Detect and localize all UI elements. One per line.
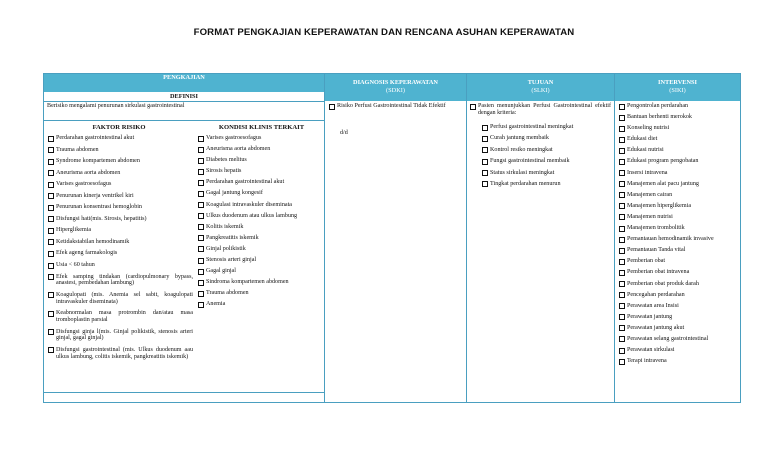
list-item-text: Penurunan kinerja ventrikel kiri	[56, 192, 134, 199]
list-item	[482, 124, 612, 131]
list-item	[48, 181, 193, 188]
list-item-text: Status sirkulasi meningkat	[490, 169, 555, 176]
header-pengkajian-label: PENGKAJIAN	[163, 74, 205, 81]
list-item	[198, 168, 322, 175]
list-item-text: Pengontrolan perdarahan	[627, 103, 689, 109]
list-item	[619, 181, 740, 188]
checkbox-icon[interactable]	[470, 104, 476, 110]
checkbox-icon[interactable]	[482, 170, 488, 176]
list-item-text: Efek ageng farmakologis	[56, 250, 118, 257]
list-item-text: Pemantauan hemodinamik invasive	[627, 236, 714, 243]
list-item-text: Disfungsi gastrointestinal (mis. Ulkus duodenum aau ulkus lambung, colitis iskemik, pangkreatitis iskemik)	[56, 346, 193, 360]
list-item	[619, 325, 740, 332]
list-item	[48, 262, 193, 269]
list-item-text: Tingkat perdarahan menurun	[490, 180, 561, 187]
checkbox-icon[interactable]	[619, 314, 625, 320]
list-item	[48, 216, 193, 223]
list-item-text: Efek samping tindakan (cardiopulmonary bypass, anastesi, pembedahan lambung)	[56, 273, 193, 287]
header-definisi: DEFINISI	[44, 92, 324, 101]
header-diagnosis	[325, 74, 466, 101]
checkbox-icon[interactable]	[48, 347, 54, 353]
list-item	[198, 179, 322, 186]
checkbox-icon[interactable]	[482, 136, 488, 142]
list-item	[482, 181, 612, 188]
list-item-text: Perdarahan gastrointestinal akut	[206, 179, 285, 186]
list-item	[619, 103, 740, 110]
list-item	[482, 158, 612, 165]
list-item-text: Fungsi gastrointestinal membaik	[490, 158, 570, 165]
list-item-text: Aneurisma aorta abdomen	[56, 169, 121, 176]
list-item-text: Koagulopati (mis. Anemia sel sabit, koagulopati intravaskuler diseminata)	[56, 291, 193, 305]
list-item	[619, 236, 740, 243]
list-item	[482, 135, 612, 142]
checkbox-icon[interactable]	[48, 251, 54, 257]
checkbox-icon[interactable]	[48, 274, 54, 280]
list-item-text: Gagal jantung kongesif	[206, 190, 263, 197]
list-item-text: Disfungsi ginja l(mis. Ginjal polikistik, stenosis arteri ginjal, gagal ginjal)	[56, 328, 193, 342]
list-item	[198, 235, 322, 242]
checkbox-icon[interactable]	[619, 137, 625, 143]
list-item	[619, 192, 740, 199]
tujuan-list	[482, 124, 612, 192]
list-item-text: Disfungsi hati(mis. Sirosis, hepatitis)	[56, 215, 147, 222]
row-divider	[44, 392, 324, 393]
checkbox-icon[interactable]	[198, 191, 204, 197]
list-item-text: Ketidakstabilan hemodinamik	[56, 238, 130, 245]
list-item-text: Syndrome kompartemen abdomen	[56, 158, 140, 165]
list-item-text: Varises gastroesofagus	[206, 135, 262, 141]
list-item-text: Terapi intravena	[627, 358, 667, 365]
header-diagnosis-label: DIAGNOSIS KEPERAWATAN	[353, 79, 438, 86]
list-item	[198, 190, 322, 197]
list-item	[198, 279, 322, 286]
list-item	[619, 314, 740, 321]
list-item	[48, 227, 193, 234]
checkbox-icon[interactable]	[619, 159, 625, 165]
list-item-text: Koagulasi intravaskuler diseminata	[206, 201, 292, 208]
list-item	[48, 135, 193, 142]
list-item-text: Edukasi program pengobatan	[627, 158, 699, 165]
checkbox-icon[interactable]	[48, 205, 54, 211]
column-divider	[324, 74, 325, 402]
checkbox-icon[interactable]	[198, 291, 204, 297]
tujuan-intro-text: Pasien menunjukkan Perfusi Gastrointestinal efektif dengan kriteria:	[478, 103, 611, 117]
diagnosis-list	[329, 103, 463, 110]
checkbox-icon[interactable]	[619, 170, 625, 176]
list-item-text: Pencegahan perdarahan	[627, 291, 685, 298]
list-item	[619, 247, 740, 254]
checkbox-icon[interactable]	[482, 181, 488, 187]
list-item-text: Trauma abdomen	[206, 290, 249, 297]
list-item	[619, 147, 740, 154]
checkbox-icon[interactable]	[198, 158, 204, 164]
list-item-text: Sindroma kompartemen abdomen	[206, 279, 289, 286]
diagnosis-note: d/d	[340, 130, 348, 136]
checkbox-icon[interactable]	[619, 336, 625, 342]
checkbox-icon[interactable]	[48, 216, 54, 222]
list-item-text: Manajemen nutrisi	[627, 213, 673, 220]
checkbox-icon[interactable]	[619, 303, 625, 309]
list-item-text: Bantuan berhenti merokok	[627, 114, 692, 121]
kondisi-klinis-list	[198, 135, 322, 313]
checkbox-icon[interactable]	[619, 104, 625, 110]
list-item	[619, 336, 740, 343]
list-item	[619, 214, 740, 221]
checkbox-icon[interactable]	[619, 181, 625, 187]
checkbox-icon[interactable]	[198, 258, 204, 264]
list-item	[619, 347, 740, 354]
list-item-text: Pemantauan Tanda vital	[627, 247, 686, 254]
list-item	[482, 147, 612, 154]
list-item	[198, 135, 322, 142]
list-item	[619, 269, 740, 276]
checkbox-icon[interactable]	[619, 237, 625, 243]
list-item	[198, 146, 322, 153]
checkbox-icon[interactable]	[619, 292, 625, 298]
checkbox-icon[interactable]	[619, 115, 625, 121]
list-item-text: Pemberian obat intravena	[627, 269, 690, 276]
list-item-text: Perdarahan gastrointestinal akut	[56, 135, 135, 141]
checkbox-icon[interactable]	[619, 148, 625, 154]
list-item	[619, 258, 740, 265]
checkbox-icon[interactable]	[619, 226, 625, 232]
list-item	[619, 281, 740, 288]
list-item-text: Penurunan konsentrasi hemoglobin	[56, 204, 142, 211]
list-item	[198, 268, 322, 275]
list-item	[48, 170, 193, 177]
list-item-text: Pemberian obat produk darah	[627, 280, 699, 287]
header-intervensi-label: INTERVENSI	[658, 79, 697, 86]
list-item-text: Edukasi nutrisi	[627, 147, 664, 154]
checkbox-icon[interactable]	[198, 169, 204, 175]
list-item	[619, 158, 740, 165]
checkbox-icon[interactable]	[619, 325, 625, 331]
list-item-text: Perfusi gastrointestinal meningkat	[490, 124, 574, 130]
list-item-text: Pangkreatitis iskemik	[206, 234, 259, 241]
header-tujuan-label: TUJUAN	[527, 79, 554, 86]
checkbox-icon[interactable]	[198, 147, 204, 153]
tujuan-intro-list	[470, 103, 611, 118]
list-item-text: Gagal ginjal	[206, 268, 236, 275]
checkbox-icon[interactable]	[198, 180, 204, 186]
list-item-text: Kontrol resiko meningkat	[490, 146, 553, 153]
checkbox-icon[interactable]	[48, 193, 54, 199]
list-item-text: Curah jantung membaik	[490, 135, 549, 142]
checkbox-icon[interactable]	[619, 126, 625, 132]
care-plan-table	[43, 73, 741, 403]
list-item	[329, 103, 463, 110]
list-item	[619, 125, 740, 132]
header-tujuan-sub: (SLKI)	[531, 87, 550, 94]
intervensi-list	[619, 103, 740, 369]
list-item-text: Edukasi diet	[627, 136, 658, 143]
faktor-risiko-list	[48, 135, 193, 365]
list-item	[48, 329, 193, 343]
faktor-risiko-heading: FAKTOR RISIKO	[92, 124, 146, 131]
list-item-text: Aneurisma aorta abdomen	[206, 146, 271, 153]
list-item	[619, 303, 740, 310]
list-item	[48, 147, 193, 154]
checkbox-icon[interactable]	[198, 202, 204, 208]
checkbox-icon[interactable]	[48, 136, 54, 142]
list-item-text: Sirosis hepatis	[206, 168, 242, 175]
list-item	[48, 239, 193, 246]
list-item	[198, 213, 322, 220]
list-item	[48, 204, 193, 211]
list-item	[619, 358, 740, 365]
checkbox-icon[interactable]	[198, 280, 204, 286]
list-item-text: Trauma abdomen	[56, 146, 99, 153]
checkbox-icon[interactable]	[48, 292, 54, 298]
list-item-text: Manajemen hiperglikemia	[627, 202, 692, 209]
checkbox-icon[interactable]	[48, 147, 54, 153]
list-item	[198, 202, 322, 209]
kondisi-klinis-heading: KONDISI KLINIS TERKAIT	[218, 124, 305, 131]
list-item-text: Manajemen alat pacu jantung	[627, 180, 699, 187]
header-intervensi-sub: (SIKI)	[669, 87, 686, 94]
checkbox-icon[interactable]	[48, 239, 54, 245]
list-item	[619, 170, 740, 177]
list-item	[198, 157, 322, 164]
list-item-text: Konseling nutrisi	[627, 125, 670, 132]
list-item	[48, 347, 193, 361]
list-item-text: Anemia	[206, 301, 226, 308]
checkbox-icon[interactable]	[619, 214, 625, 220]
checkbox-icon[interactable]	[198, 235, 204, 241]
header-diagnosis-sub: (SDKI)	[386, 87, 405, 94]
list-item	[48, 250, 193, 257]
list-item-text: Perawatan selang gastrointestinal	[627, 335, 709, 342]
checkbox-icon[interactable]	[619, 203, 625, 209]
list-item-text: Perawatan jantung	[627, 313, 673, 320]
list-item-text: Stenosis arteri ginjal	[206, 257, 257, 264]
list-item	[198, 301, 322, 308]
checkbox-icon[interactable]	[619, 248, 625, 254]
checkbox-icon[interactable]	[619, 192, 625, 198]
column-divider	[614, 74, 615, 402]
checkbox-icon[interactable]	[198, 269, 204, 275]
list-item	[619, 225, 740, 232]
checkbox-icon[interactable]	[198, 213, 204, 219]
list-item-text: Hiperglikemia	[56, 227, 92, 234]
checkbox-icon[interactable]	[198, 302, 204, 308]
list-item-text: Keabnormalan masa protrombin dan/atau masa tromboplastin parsial	[56, 310, 193, 324]
list-item	[619, 136, 740, 143]
list-item	[198, 257, 322, 264]
list-item	[48, 310, 193, 324]
row-divider	[44, 101, 324, 102]
checkbox-icon[interactable]	[48, 170, 54, 176]
column-divider	[466, 74, 467, 402]
list-item-text: Usia < 60 tahun	[56, 262, 95, 269]
list-item-text: Insersi intravena	[627, 169, 668, 176]
list-item-text: Perawatan jantung akut	[627, 324, 685, 331]
list-item	[619, 114, 740, 121]
list-item	[198, 290, 322, 297]
list-item	[198, 246, 322, 253]
list-item-text: Perawatan sirkulasi	[627, 347, 675, 354]
checkbox-icon[interactable]	[482, 159, 488, 165]
checkbox-icon[interactable]	[619, 348, 625, 354]
checkbox-icon[interactable]	[619, 359, 625, 365]
diagnosis-text: Risiko Perfusi Gastrointestinal Tidak Efektif	[337, 103, 446, 109]
checkbox-icon[interactable]	[48, 182, 54, 188]
checkbox-icon[interactable]	[482, 125, 488, 131]
list-item	[619, 292, 740, 299]
checkbox-icon[interactable]	[619, 270, 625, 276]
checkbox-icon[interactable]	[48, 311, 54, 317]
checkbox-icon[interactable]	[619, 259, 625, 265]
list-item	[48, 158, 193, 165]
checkbox-icon[interactable]	[329, 104, 335, 110]
list-item-text: Ginjal polikistik	[206, 245, 246, 252]
checkbox-icon[interactable]	[48, 228, 54, 234]
list-item-text: Ulkus duodenum atau ulkus lambung	[206, 212, 298, 219]
header-tujuan	[467, 74, 614, 101]
checkbox-icon[interactable]	[198, 136, 204, 142]
list-item	[619, 203, 740, 210]
list-item-text: Manajemen cairan	[627, 191, 673, 198]
checkbox-icon[interactable]	[198, 246, 204, 252]
list-item	[48, 292, 193, 306]
header-intervensi	[615, 74, 740, 101]
list-item	[48, 193, 193, 200]
document-title: FORMAT PENGKAJIAN KEPERAWATAN DAN RENCANA ASUHAN KEPERAWATAN	[193, 27, 575, 38]
list-item-text: Kolitis iskemik	[206, 223, 244, 230]
list-item-text: Perawatan area Insisi	[627, 302, 679, 309]
definition-text: Berisiko mengalami penurunan sirkulasi gastrointestinal	[47, 103, 185, 109]
list-item	[48, 274, 193, 288]
checkbox-icon[interactable]	[482, 147, 488, 153]
checkbox-icon[interactable]	[198, 224, 204, 230]
list-item-text: Diabetes melitus	[206, 157, 247, 164]
list-item-text: Varises gastroesofagus	[56, 181, 112, 188]
list-item	[482, 170, 612, 177]
checkbox-icon[interactable]	[48, 263, 54, 269]
list-item-text: Pemberian obat	[627, 258, 666, 265]
list-item-text: Manajemen trombolitik	[627, 225, 685, 232]
list-item	[198, 224, 322, 231]
list-item	[470, 103, 611, 118]
checkbox-icon[interactable]	[48, 159, 54, 165]
checkbox-icon[interactable]	[619, 281, 625, 287]
checkbox-icon[interactable]	[48, 329, 54, 335]
row-divider	[44, 120, 324, 121]
